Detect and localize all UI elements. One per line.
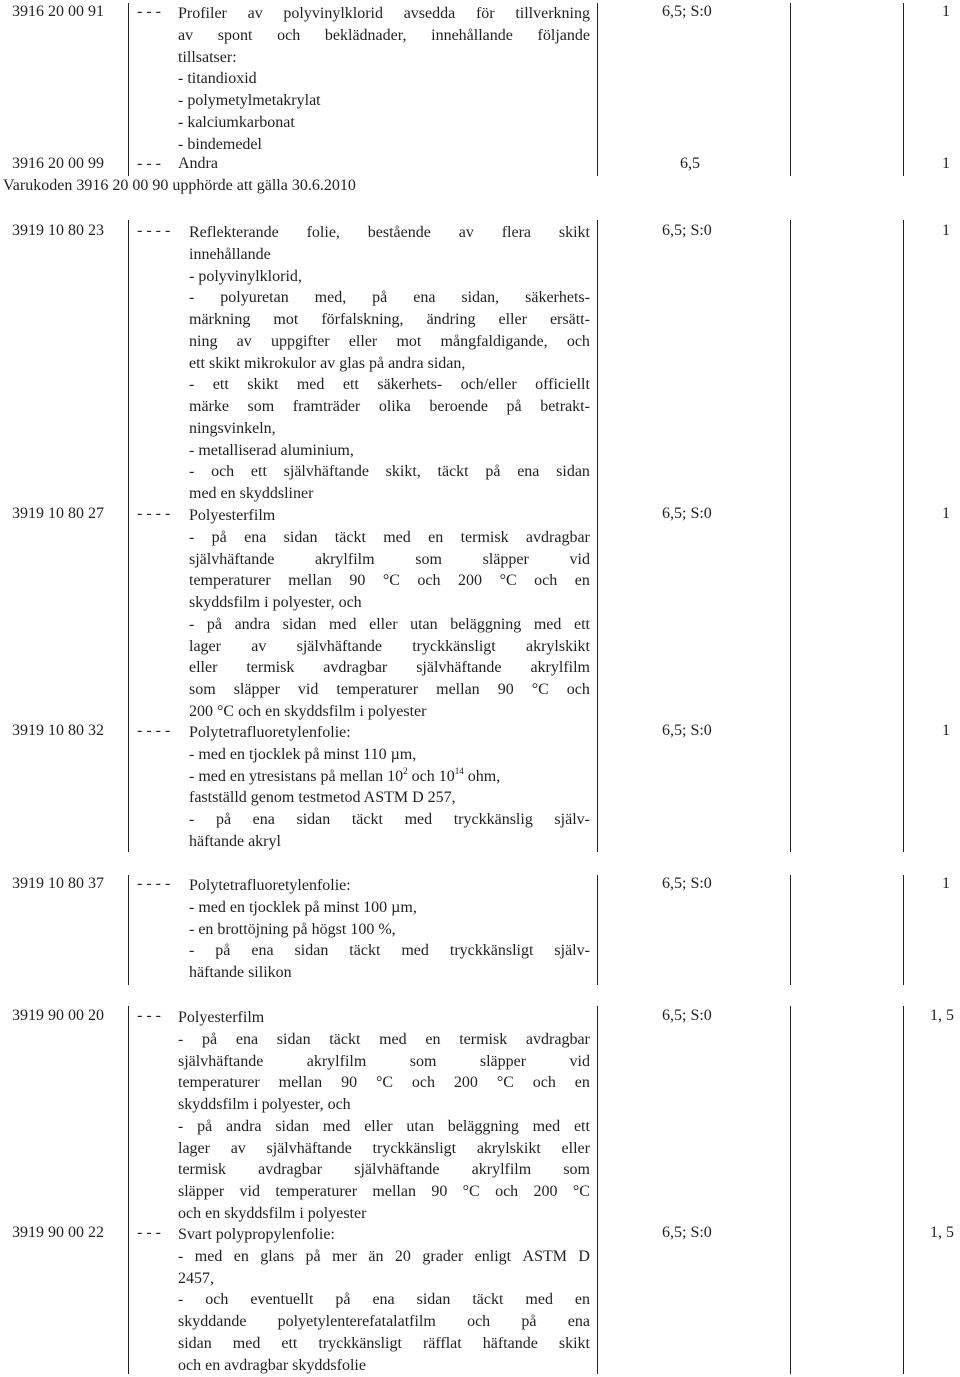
level-dashes: - - - [137, 3, 161, 20]
resistance-mid: och 10 [411, 767, 455, 785]
duty-rate: 6,5; S:0 [662, 1007, 712, 1024]
level-dashes: - - - - [137, 875, 171, 892]
description-line: skyddsfilm i polyester, och [178, 1096, 351, 1113]
status-value: 1, 5 [930, 1224, 954, 1241]
column-divider [597, 3, 598, 176]
description-line: Reflekterande folie, bestående av flera skikt [189, 224, 590, 241]
status-value: 1 [942, 722, 950, 739]
description-line: och en avdragbar skyddsfolie [178, 1356, 366, 1374]
description-line: - med en tjocklek på minst 110 µm, [189, 745, 417, 763]
column-divider [790, 875, 791, 985]
level-dashes: - - - [137, 155, 161, 172]
description-line: - på ena sidan täckt med tryckkänsligt själv- [189, 942, 590, 960]
description-line: - på ena sidan täckt med en termisk avdragbar [178, 1030, 590, 1048]
description-line: - med en glans på mer än 20 grader enligt ASTM D [178, 1247, 590, 1265]
status-value: 1, 5 [930, 1007, 954, 1024]
description-line: temperaturer mellan 90 °C och 200 °C och en [189, 572, 590, 590]
column-divider [790, 1006, 791, 1374]
description-line: - polyvinylklorid, [189, 267, 302, 285]
column-divider [903, 3, 904, 176]
column-divider [597, 875, 598, 985]
description-line: - ett skikt med ett säkerhets- och/eller officiellt [189, 376, 590, 394]
description-line: tillsatser: [178, 48, 237, 66]
status-value: 1 [942, 3, 950, 20]
description-line: Profiler av polyvinylklorid avsedda för tillverkning [178, 5, 590, 22]
description-line: 2457, [178, 1269, 214, 1287]
tariff-code: 3916 20 00 91 [12, 3, 104, 20]
description-line: Polyesterfilm [178, 1009, 265, 1026]
tariff-code: 3919 10 80 27 [12, 505, 104, 522]
resistance-exponent: 2 [403, 765, 408, 776]
level-dashes: - - - [137, 1224, 161, 1241]
column-divider [597, 220, 598, 852]
description-line: ett skikt mikrokulor av glas på andra sidan, [189, 354, 466, 372]
description-line: som släpper vid temperaturer mellan 90 °C och [189, 681, 590, 698]
description-line: av spont och beklädnader, innehållande följande [178, 26, 590, 44]
description-line: - polymetylmetakrylat [178, 92, 321, 109]
expiry-note: Varukoden 3916 20 00 90 upphörde att gälla 30.6.2010 [3, 177, 356, 194]
description-line: - bindemedel [178, 135, 262, 153]
description-line: och en skyddsfilm i polyester [178, 1204, 367, 1222]
tariff-code: 3919 90 00 22 [12, 1224, 104, 1241]
description-line: - på andra sidan med eller utan beläggning med ett [178, 1117, 590, 1135]
description-line: Svart polypropylenfolie: [178, 1226, 335, 1243]
description-line: med en skyddsliner [189, 485, 314, 502]
description-line: - på ena sidan täckt med en termisk avdragbar [189, 528, 590, 546]
description-line: - med en tjocklek på minst 100 µm, [189, 898, 417, 916]
description-line: skyddande polyetylenterefatalatfilm och på ena [178, 1313, 590, 1330]
description-line: fastställd genom testmetod ASTM D 257, [189, 789, 456, 807]
column-divider [128, 3, 129, 176]
description-line: sidan med ett tryckkänsligt räfflat häftande skikt [178, 1334, 590, 1352]
description-line: - och ett självhäftande skikt, täckt på ena sidan [189, 463, 590, 481]
tariff-code: 3919 10 80 32 [12, 722, 104, 739]
description-line: Polytetrafluoretylenfolie: [189, 724, 351, 741]
description-line: - på andra sidan med eller utan beläggning med ett [189, 615, 590, 633]
status-value: 1 [942, 875, 950, 892]
description-line: ning av uppgifter eller mot mångfaldigande, och [189, 332, 590, 350]
tariff-code: 3916 20 00 99 [12, 155, 104, 172]
level-dashes: - - - [137, 1007, 161, 1024]
column-divider [128, 220, 129, 852]
description-line: innehållande [189, 245, 271, 263]
duty-rate: 6,5; S:0 [662, 875, 712, 892]
description-line: lager av självhäftande tryckkänsligt akrylskikt eller [178, 1139, 590, 1157]
description-line: - titandioxid [178, 70, 257, 88]
description-line: skyddsfilm i polyester, och [189, 594, 362, 611]
description-line: - och eventuellt på ena sidan täckt med en [178, 1291, 590, 1309]
column-divider [903, 875, 904, 985]
description-line: Polyesterfilm [189, 507, 276, 524]
status-value: 1 [942, 155, 950, 172]
goods-description [178, 1224, 590, 1376]
description-line: ningsvinkeln, [189, 419, 276, 437]
goods-description [178, 1007, 590, 1225]
description-line: - polyuretan med, på ena sidan, säkerhets- [189, 289, 590, 307]
description-line: termisk avdragbar självhäftande akrylfilm som [178, 1161, 590, 1179]
column-divider [790, 220, 791, 852]
column-divider [903, 1006, 904, 1374]
description-line [189, 766, 590, 788]
duty-rate: 6,5; S:0 [662, 222, 712, 239]
description-line: - en brottöjning på högst 100 %, [189, 920, 396, 938]
duty-rate: 6,5; S:0 [662, 3, 712, 20]
level-dashes: - - - - [137, 222, 171, 239]
duty-rate: 6,5; S:0 [662, 722, 712, 739]
column-divider [597, 1006, 598, 1374]
description-line: 200 °C och en skyddsfilm i polyester [189, 702, 427, 720]
description-line: lager av självhäftande tryckkänsligt akrylskikt [189, 637, 590, 655]
description-line: häftande silikon [189, 964, 292, 981]
duty-rate: 6,5; S:0 [662, 1224, 712, 1241]
goods-description [189, 222, 590, 505]
goods-description [189, 722, 590, 853]
level-dashes: - - - - [137, 505, 171, 522]
description-line: märke som framträder olika beroende på betrakt- [189, 398, 590, 415]
duty-rate: 6,5; S:0 [662, 505, 712, 522]
description-line: Polytetrafluoretylenfolie: [189, 877, 351, 894]
description-line: märkning mot förfalskning, ändring eller ersätt- [189, 311, 590, 328]
description-line: eller termisk avdragbar självhäftande akrylfilm [189, 659, 590, 677]
goods-description: Andra [178, 155, 218, 172]
description-line: självhäftande akrylfilm som släpper vid [189, 550, 590, 568]
resistance-label: - med en ytresistans på mellan 10 [189, 767, 404, 785]
goods-description [189, 875, 590, 984]
description-line: släpper vid temperaturer mellan 90 °C och 200 °C [178, 1183, 590, 1200]
status-value: 1 [942, 505, 950, 522]
column-divider [128, 1006, 129, 1374]
resistance-exponent: 14 [454, 765, 464, 776]
description-line: - metalliserad aluminium, [189, 441, 354, 459]
resistance-unit: ohm, [467, 767, 501, 785]
tariff-code: 3919 90 00 20 [12, 1007, 104, 1024]
column-divider [903, 220, 904, 852]
tariff-code: 3919 10 80 23 [12, 222, 104, 239]
level-dashes: - - - - [137, 722, 171, 739]
description-line: temperaturer mellan 90 °C och 200 °C och en [178, 1074, 590, 1092]
tariff-code: 3919 10 80 37 [12, 875, 104, 892]
goods-description [178, 3, 590, 155]
goods-description [189, 505, 590, 723]
column-divider [790, 3, 791, 176]
description-line: häftande akryl [189, 832, 281, 850]
status-value: 1 [942, 222, 950, 239]
column-divider [128, 875, 129, 985]
description-line: självhäftande akrylfilm som släpper vid [178, 1052, 590, 1070]
duty-rate: 6,5 [680, 155, 700, 172]
description-line: - kalciumkarbonat [178, 113, 295, 131]
description-line: - på ena sidan täckt med tryckkänslig själv- [189, 811, 590, 828]
